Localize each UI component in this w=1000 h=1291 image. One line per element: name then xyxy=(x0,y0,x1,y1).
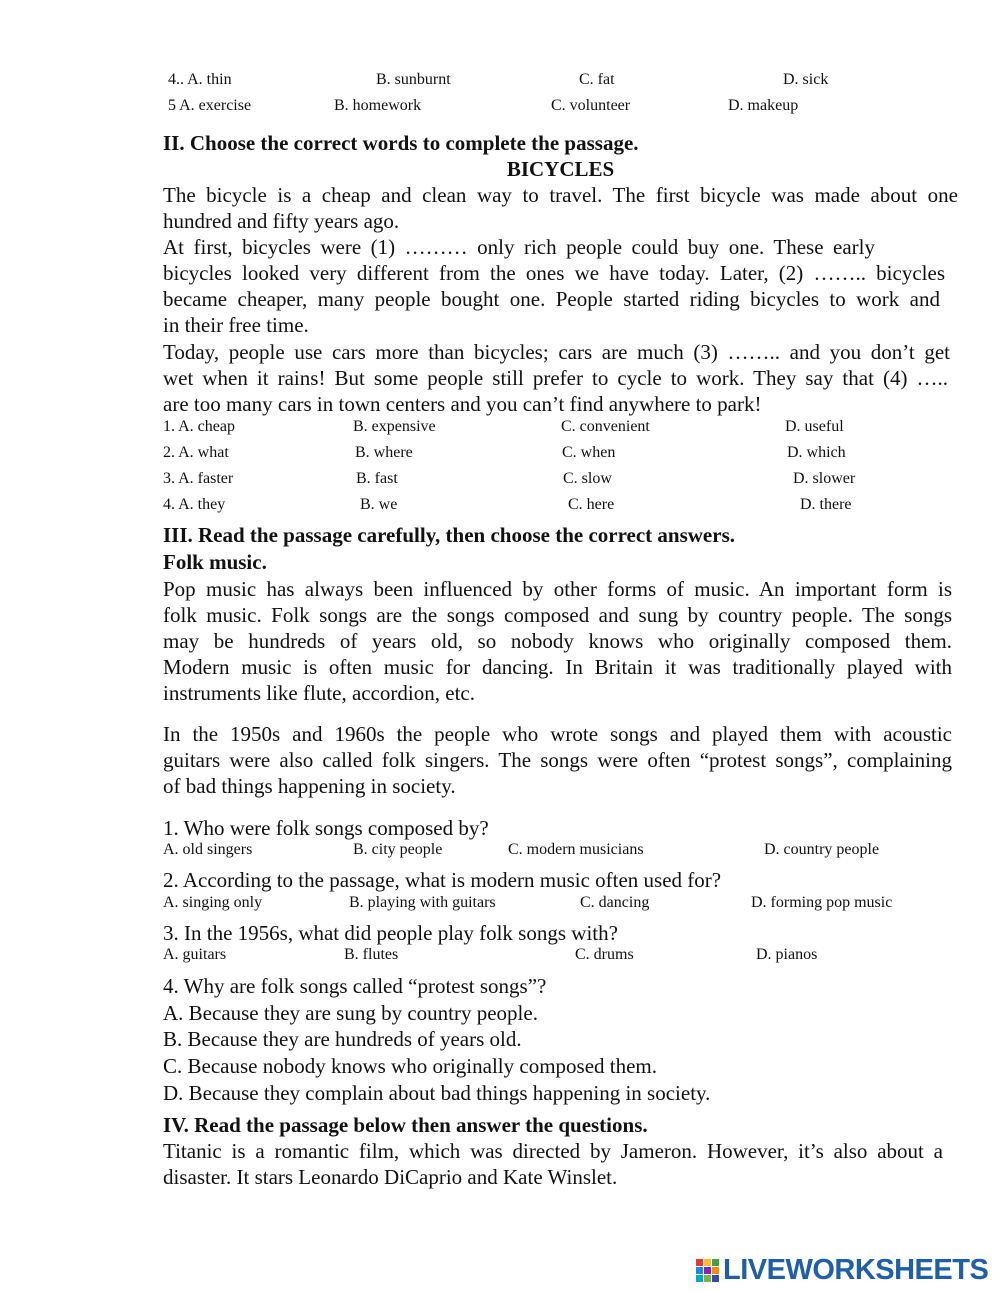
option-c: C. drums xyxy=(575,946,634,963)
option-b: B. expensive xyxy=(353,418,436,435)
option-c: C. slow xyxy=(563,470,612,487)
section3-heading: III. Read the passage carefully, then choose the correct answers. xyxy=(163,523,735,547)
section2-heading: II. Choose the correct words to complete the passage. xyxy=(163,131,639,155)
passage-line: At first, bicycles were (1) ……… only rich people could buy one. These early xyxy=(163,235,875,259)
option-d: D. there xyxy=(800,496,852,513)
option-b: B. city people xyxy=(353,841,443,858)
question-stem: 1. Who were folk songs composed by? xyxy=(163,816,489,840)
logo-grid-icon xyxy=(696,1259,719,1282)
passage-line: disaster. It stars Leonardo DiCaprio and Kate Winslet. xyxy=(163,1165,618,1189)
passage-line: Titanic is a romantic film, which was directed by Jameron. However, it’s also about a xyxy=(163,1139,943,1163)
option-a: 5 A. exercise xyxy=(168,97,252,114)
passage-line: Pop music has always been influenced by other forms of music. An important form is xyxy=(163,577,952,601)
question-row-2 xyxy=(163,444,963,470)
option-d: D. pianos xyxy=(756,946,818,963)
logo-text: LIVEWORKSHEETS xyxy=(723,1253,989,1286)
question-row-4 xyxy=(163,496,963,522)
passage-line: Today, people use cars more than bicycles; cars are much (3) …….. and you don’t get xyxy=(163,340,950,364)
option-d: D. slower xyxy=(793,470,856,487)
answer-row-2 xyxy=(163,894,963,920)
option-b: B. Because they are hundreds of years old. xyxy=(163,1027,522,1051)
option-b: B. where xyxy=(355,444,413,461)
passage-line: wet when it rains! But some people still prefer to cycle to work. They say that (4) ….. xyxy=(163,366,948,390)
option-a: 4.. A. thin xyxy=(168,71,232,88)
question-row-1 xyxy=(163,418,963,444)
liveworksheets-logo xyxy=(696,1252,988,1288)
option-a: A. guitars xyxy=(163,946,227,963)
option-c: C. modern musicians xyxy=(508,841,644,858)
passage-line: in their free time. xyxy=(163,313,309,337)
option-c: C. here xyxy=(568,496,615,513)
option-c: C. dancing xyxy=(580,894,650,911)
question-stem: 2. According to the passage, what is modern music often used for? xyxy=(163,868,722,892)
option-c: C. when xyxy=(562,444,616,461)
option-a: 4. A. they xyxy=(163,496,226,513)
option-a: 2. A. what xyxy=(163,444,229,461)
passage-line: hundred and fifty years ago. xyxy=(163,209,400,233)
answer-row-1 xyxy=(163,841,963,867)
section3-title: Folk music. xyxy=(163,550,267,574)
passage-line: instruments like flute, accordion, etc. xyxy=(163,681,475,705)
option-a: A. singing only xyxy=(163,894,263,911)
passage-line: may be hundreds of years old, so nobody knows who originally composed them. xyxy=(163,629,952,653)
option-d: D. Because they complain about bad things happening in society. xyxy=(163,1081,711,1105)
section2-title: BICYCLES xyxy=(506,157,615,181)
option-d: D. useful xyxy=(785,418,844,435)
option-c: C. volunteer xyxy=(551,97,631,114)
option-a: 3. A. faster xyxy=(163,470,234,487)
option-b: B. sunburnt xyxy=(376,71,451,88)
option-a: 1. A. cheap xyxy=(163,418,235,435)
answer-row-3 xyxy=(163,946,963,972)
option-d: D. which xyxy=(787,444,846,461)
passage-line: folk music. Folk songs are the songs composed and sung by country people. The songs xyxy=(163,603,952,627)
option-row-q5 xyxy=(168,97,968,123)
passage-line: bicycles looked very different from the ones we have today. Later, (2) …….. bicycles xyxy=(163,261,945,285)
option-row-q4 xyxy=(168,71,968,97)
option-c: C. convenient xyxy=(561,418,650,435)
option-d: D. sick xyxy=(783,71,829,88)
option-c: C. Because nobody knows who originally composed them. xyxy=(163,1054,658,1078)
passage-line: The bicycle is a cheap and clean way to travel. The first bicycle was made about one xyxy=(163,183,958,207)
passage-line: of bad things happening in society. xyxy=(163,774,456,798)
question-stem: 4. Why are folk songs called “protest songs”? xyxy=(163,974,547,998)
option-d: D. country people xyxy=(764,841,880,858)
passage-line: became cheaper, many people bought one. People started riding bicycles to work and xyxy=(163,287,940,311)
option-b: B. we xyxy=(360,496,398,513)
passage-line: guitars were also called folk singers. The songs were often “protest songs”, complaining xyxy=(163,748,952,772)
section4-heading: IV. Read the passage below then answer the questions. xyxy=(163,1113,648,1137)
option-a: A. Because they are sung by country people. xyxy=(163,1001,538,1025)
option-d: D. forming pop music xyxy=(751,894,893,911)
question-stem: 3. In the 1956s, what did people play folk songs with? xyxy=(163,921,618,945)
passage-line: Modern music is often music for dancing. In Britain it was traditionally played with xyxy=(163,655,952,679)
option-b: B. homework xyxy=(334,97,422,114)
option-b: B. playing with guitars xyxy=(349,894,496,911)
passage-line: In the 1950s and 1960s the people who wrote songs and played them with acoustic xyxy=(163,722,952,746)
option-d: D. makeup xyxy=(728,97,799,114)
question-row-3 xyxy=(163,470,963,496)
passage-line: are too many cars in town centers and you can’t find anywhere to park! xyxy=(163,392,762,416)
option-b: B. fast xyxy=(356,470,398,487)
option-a: A. old singers xyxy=(163,841,253,858)
option-c: C. fat xyxy=(579,71,615,88)
option-b: B. flutes xyxy=(344,946,399,963)
